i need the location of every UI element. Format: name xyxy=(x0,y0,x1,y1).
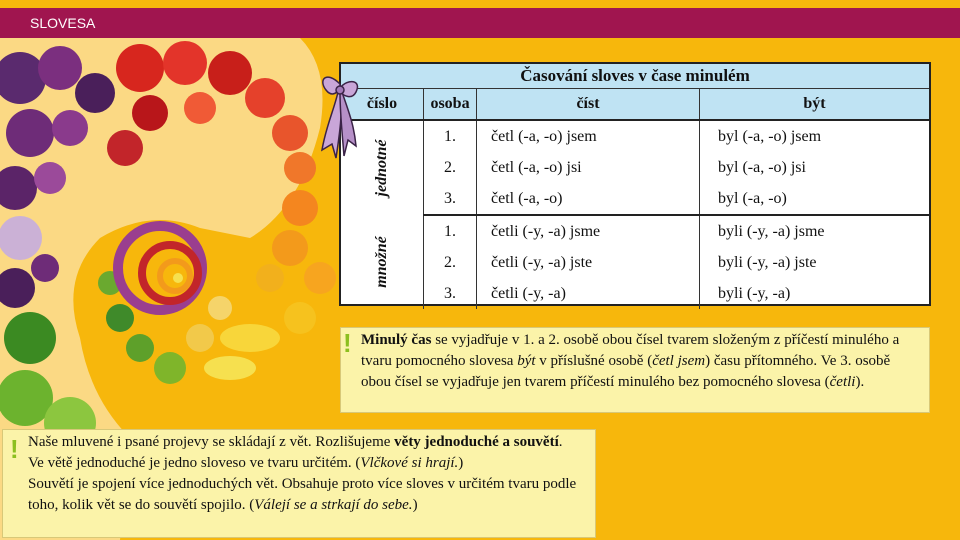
byt-form-cell: byli (-y, -a) jsme xyxy=(718,222,825,240)
note-text: ) xyxy=(458,455,464,471)
column-header-cist: číst xyxy=(477,89,700,121)
compound-sentence-definition xyxy=(28,474,587,516)
column-header-byt: být xyxy=(700,89,930,121)
note-example: být xyxy=(517,353,536,369)
table-row xyxy=(341,152,929,183)
column-header-number: číslo xyxy=(341,89,424,121)
note-text: Ve větě jednoduché je jedno sloveso ve tvaru určitém. ( xyxy=(28,455,361,471)
table-row xyxy=(341,247,929,278)
cist-form-cell: četl (-a, -o) xyxy=(477,183,700,215)
byt-form-cell: byl (-a, -o) xyxy=(700,183,930,215)
table-row xyxy=(341,120,929,152)
note-text: Souvětí je spojení více jednoduchých vět. Obsahuje proto více sloves v určitém tvaru podle toho, kolik vět se do souvětí spojilo. ( xyxy=(28,476,577,513)
note-text: v příslušné osobě ( xyxy=(535,353,653,369)
note-example: četli xyxy=(829,374,856,390)
byt-form-cell: byli (-y, -a) xyxy=(718,284,791,302)
cist-form-cell: četl (-a, -o) jsem xyxy=(477,120,700,152)
person-cell: 3. xyxy=(424,183,477,215)
note-example: Vlčkové si hrají. xyxy=(360,455,459,471)
column-header-person: osoba xyxy=(424,89,477,121)
number-label-plural xyxy=(341,215,424,309)
note-term: věty jednoduché a souvětí xyxy=(394,434,559,450)
conjugation-table xyxy=(339,62,931,306)
ribbon-bow-icon xyxy=(318,70,362,164)
simple-sentence-definition xyxy=(28,453,587,474)
byt-form-cell: byl (-a, -o) jsi xyxy=(718,158,806,176)
number-label-text: množné xyxy=(373,236,390,288)
note-text: . xyxy=(558,434,563,450)
note-text: ). xyxy=(855,374,865,390)
byt-form-cell: byli (-y, -a) jste xyxy=(718,253,817,271)
note-text: ) xyxy=(412,497,418,513)
person-cell: 3. xyxy=(424,278,477,309)
sentence-types-intro xyxy=(28,432,587,453)
past-tense-note-text xyxy=(361,330,919,393)
note-text: ) času přítomného. Ve 3. osobě obou čísel se vyjadřuje jen tvarem příčestí minulého bez pomocného slovesa ( xyxy=(361,353,891,390)
exclamation-icon: ! xyxy=(10,434,19,464)
byt-form-cell: byl (-a, -o) jsem xyxy=(718,127,822,145)
past-tense-note xyxy=(340,327,930,413)
note-text: Naše mluvené i psané projevy se skládají z vět. Rozlišujeme xyxy=(28,434,395,450)
number-label-text: jednotné xyxy=(373,139,390,197)
title-bar xyxy=(0,8,960,38)
cist-form-cell: četli (-y, -a) jste xyxy=(477,247,700,278)
cist-form-cell: četl (-a, -o) jsi xyxy=(477,152,700,183)
note-example: Válejí se a strkají do sebe. xyxy=(254,497,413,513)
sentence-types-note xyxy=(2,429,596,538)
slide-title: SLOVESA xyxy=(30,15,96,31)
person-cell: 2. xyxy=(424,152,477,183)
cist-form-cell: četli (-y, -a) xyxy=(477,278,700,309)
person-cell: 2. xyxy=(424,247,477,278)
top-strip xyxy=(0,0,960,8)
table-row xyxy=(341,278,929,309)
table-caption: Časování sloves v čase minulém xyxy=(341,64,929,89)
person-cell: 1. xyxy=(424,120,477,152)
exclamation-icon: ! xyxy=(343,328,352,358)
table-row xyxy=(341,215,929,247)
table-row xyxy=(341,183,929,215)
person-cell: 1. xyxy=(424,215,477,247)
cist-form-cell: četli (-y, -a) jsme xyxy=(477,215,700,247)
note-example: četl jsem xyxy=(652,353,706,369)
note-term: Minulý čas xyxy=(361,332,432,348)
note-text: se vyjadřuje v 1. a 2. osobě obou čísel tvarem složeným z příčestí minulého a tvaru pomocného slovesa xyxy=(361,332,900,369)
